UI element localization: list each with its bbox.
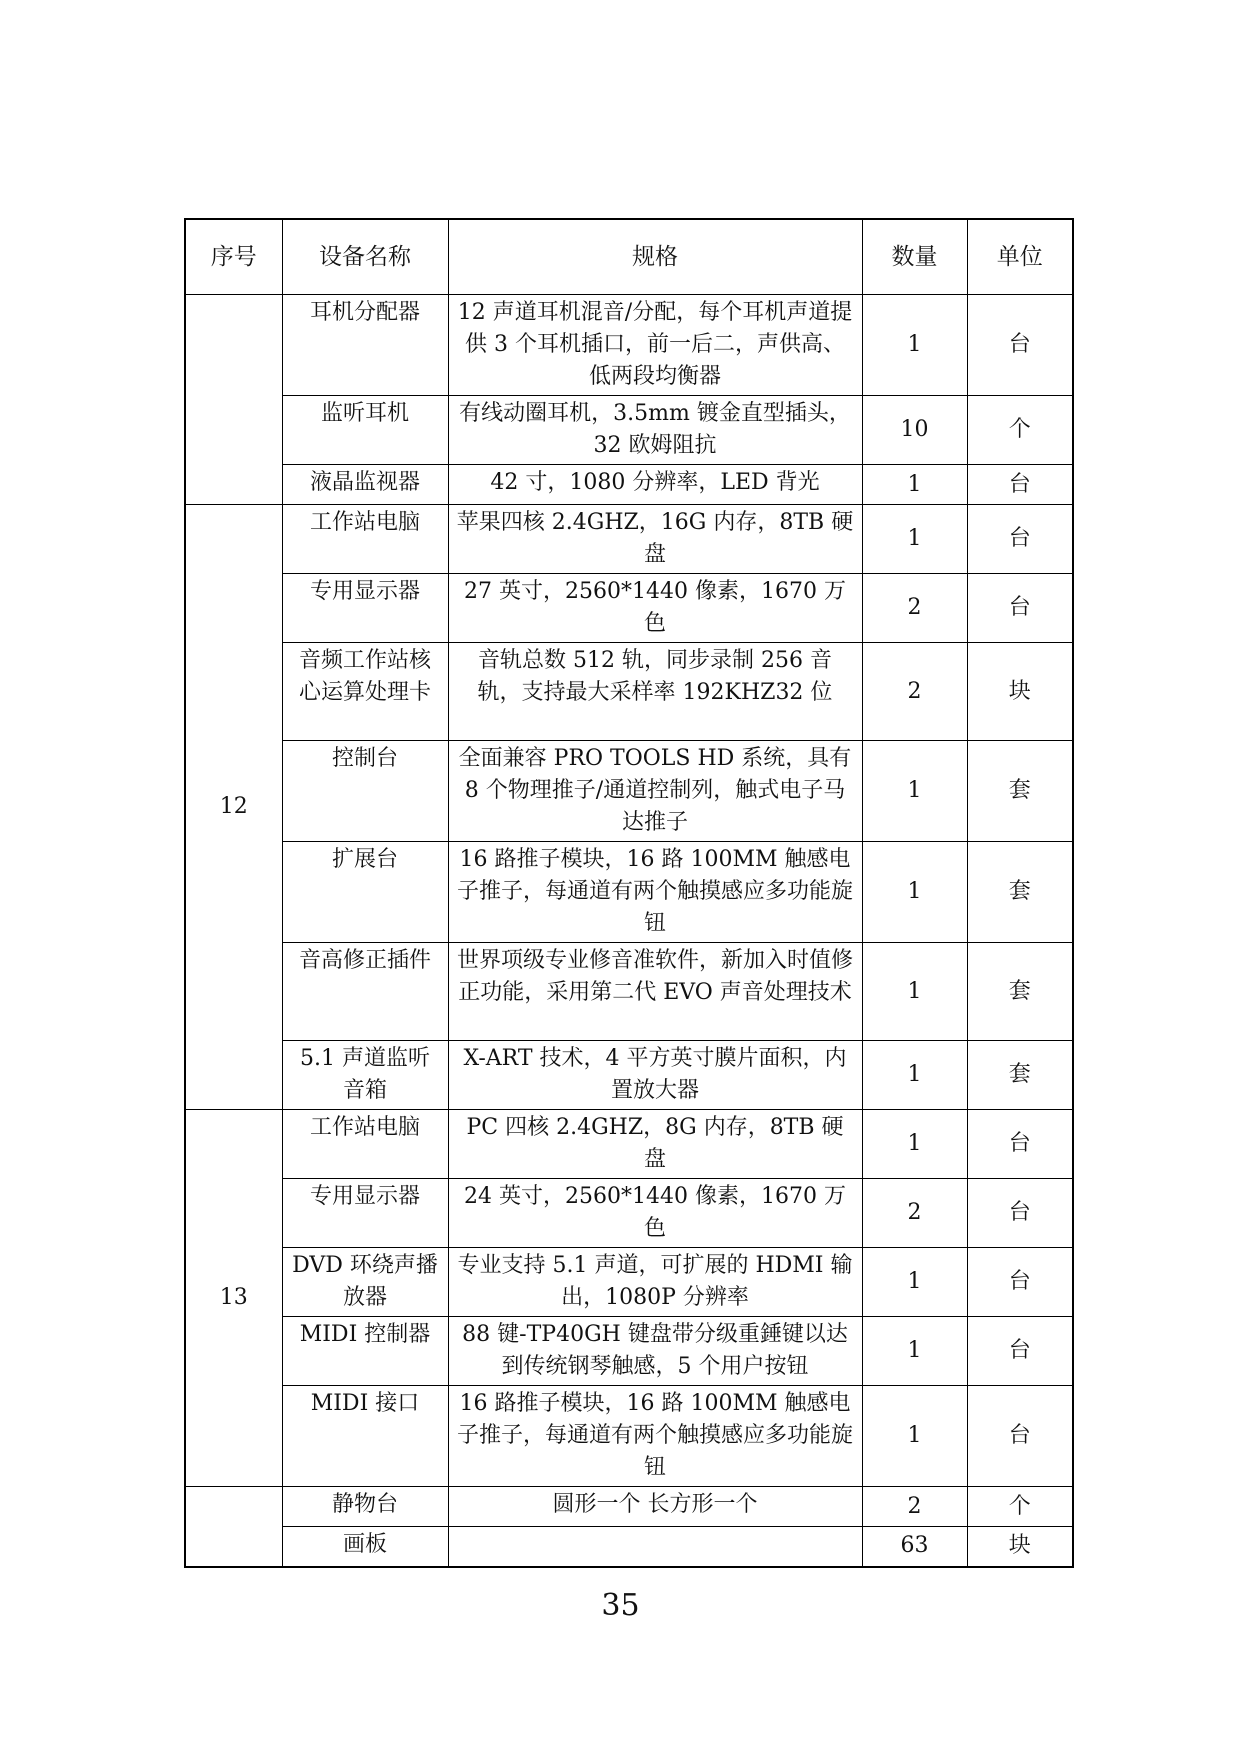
device-spec: 12 声道耳机混音/分配，每个耳机声道提供 3 个耳机插口，前一后二，声供高、低两段均衡器 — [448, 295, 862, 396]
device-qty: 1 — [862, 1110, 967, 1179]
table-row — [185, 1179, 1073, 1248]
device-unit: 套 — [967, 842, 1073, 943]
device-spec: 42 寸，1080 分辨率，LED 背光 — [448, 465, 862, 505]
seq-cell: 13 — [185, 1110, 282, 1487]
device-qty: 1 — [862, 741, 967, 842]
table-row — [185, 643, 1073, 741]
header-qty: 数量 — [862, 219, 967, 295]
device-qty: 2 — [862, 643, 967, 741]
seq-cell-empty — [185, 1487, 282, 1567]
device-unit: 块 — [967, 1527, 1073, 1567]
equipment-table — [184, 218, 1074, 1568]
device-qty: 1 — [862, 842, 967, 943]
seq-cell-empty — [185, 295, 282, 505]
table-row — [185, 1386, 1073, 1487]
table-row — [185, 1317, 1073, 1386]
device-unit: 块 — [967, 643, 1073, 741]
device-name: 专用显示器 — [282, 1179, 448, 1248]
device-name: 专用显示器 — [282, 574, 448, 643]
device-spec: 有线动圈耳机，3.5mm 镀金直型插头，32 欧姆阻抗 — [448, 396, 862, 465]
device-qty: 2 — [862, 1487, 967, 1527]
page-number: 35 — [601, 1588, 640, 1623]
table-header-row — [185, 219, 1073, 295]
device-unit: 台 — [967, 1110, 1073, 1179]
device-spec: 圆形一个 长方形一个 — [448, 1487, 862, 1527]
device-name: 静物台 — [282, 1487, 448, 1527]
device-qty: 1 — [862, 1386, 967, 1487]
device-unit: 套 — [967, 943, 1073, 1041]
table-row — [185, 465, 1073, 505]
device-unit: 台 — [967, 1386, 1073, 1487]
table-row — [185, 1041, 1073, 1110]
seq-cell: 12 — [185, 505, 282, 1110]
device-spec: 苹果四核 2.4GHZ，16G 内存，8TB 硬盘 — [448, 505, 862, 574]
table-row — [185, 842, 1073, 943]
device-qty: 1 — [862, 1317, 967, 1386]
device-name: 工作站电脑 — [282, 505, 448, 574]
device-spec: 16 路推子模块，16 路 100MM 触感电子推子，每通道有两个触摸感应多功能旋钮 — [448, 1386, 862, 1487]
device-unit: 台 — [967, 505, 1073, 574]
device-name: 液晶监视器 — [282, 465, 448, 505]
device-spec: PC 四核 2.4GHZ，8G 内存，8TB 硬盘 — [448, 1110, 862, 1179]
device-unit: 台 — [967, 1317, 1073, 1386]
device-name: 音频工作站核心运算处理卡 — [282, 643, 448, 741]
device-spec: 24 英寸，2560*1440 像素，1670 万色 — [448, 1179, 862, 1248]
header-name: 设备名称 — [282, 219, 448, 295]
table-row — [185, 741, 1073, 842]
device-name: 音高修正插件 — [282, 943, 448, 1041]
table-row — [185, 574, 1073, 643]
table-row — [185, 1487, 1073, 1527]
device-name: 5.1 声道监听音箱 — [282, 1041, 448, 1110]
device-qty: 1 — [862, 295, 967, 396]
device-qty: 1 — [862, 943, 967, 1041]
header-seq: 序号 — [185, 219, 282, 295]
device-unit: 套 — [967, 1041, 1073, 1110]
device-name: 画板 — [282, 1527, 448, 1567]
device-qty: 2 — [862, 1179, 967, 1248]
table-row — [185, 1527, 1073, 1567]
device-spec: 专业支持 5.1 声道，可扩展的 HDMI 输出，1080P 分辨率 — [448, 1248, 862, 1317]
device-spec — [448, 1527, 862, 1567]
device-spec: X-ART 技术，4 平方英寸膜片面积，内置放大器 — [448, 1041, 862, 1110]
device-qty: 1 — [862, 1041, 967, 1110]
device-name: MIDI 接口 — [282, 1386, 448, 1487]
device-unit: 台 — [967, 574, 1073, 643]
device-unit: 台 — [967, 295, 1073, 396]
device-name: 耳机分配器 — [282, 295, 448, 396]
table-row — [185, 1110, 1073, 1179]
device-qty: 1 — [862, 465, 967, 505]
device-name: 扩展台 — [282, 842, 448, 943]
device-unit: 个 — [967, 396, 1073, 465]
table-row — [185, 1248, 1073, 1317]
device-spec: 27 英寸，2560*1440 像素，1670 万色 — [448, 574, 862, 643]
device-name: 控制台 — [282, 741, 448, 842]
device-unit: 套 — [967, 741, 1073, 842]
device-qty: 2 — [862, 574, 967, 643]
header-unit: 单位 — [967, 219, 1073, 295]
device-unit: 台 — [967, 1248, 1073, 1317]
device-qty: 1 — [862, 505, 967, 574]
device-spec: 16 路推子模块，16 路 100MM 触感电子推子，每通道有两个触摸感应多功能旋钮 — [448, 842, 862, 943]
device-spec: 音轨总数 512 轨，同步录制 256 音轨，支持最大采样率 192KHZ32 位 — [448, 643, 862, 741]
device-name: MIDI 控制器 — [282, 1317, 448, 1386]
header-spec: 规格 — [448, 219, 862, 295]
device-name: 工作站电脑 — [282, 1110, 448, 1179]
device-spec: 全面兼容 PRO TOOLS HD 系统，具有 8 个物理推子/通道控制列，触式电子马达推子 — [448, 741, 862, 842]
table-row — [185, 505, 1073, 574]
table-row — [185, 295, 1073, 396]
table-row — [185, 396, 1073, 465]
device-qty: 1 — [862, 1248, 967, 1317]
device-unit: 台 — [967, 465, 1073, 505]
device-unit: 台 — [967, 1179, 1073, 1248]
device-qty: 63 — [862, 1527, 967, 1567]
table-row — [185, 943, 1073, 1041]
device-qty: 10 — [862, 396, 967, 465]
device-unit: 个 — [967, 1487, 1073, 1527]
device-spec: 世界项级专业修音准软件，新加入时值修正功能，采用第二代 EVO 声音处理技术 — [448, 943, 862, 1041]
device-name: 监听耳机 — [282, 396, 448, 465]
device-spec: 88 键-TP40GH 键盘带分级重錘键以达到传统钢琴触感，5 个用户按钮 — [448, 1317, 862, 1386]
device-name: DVD 环绕声播放器 — [282, 1248, 448, 1317]
